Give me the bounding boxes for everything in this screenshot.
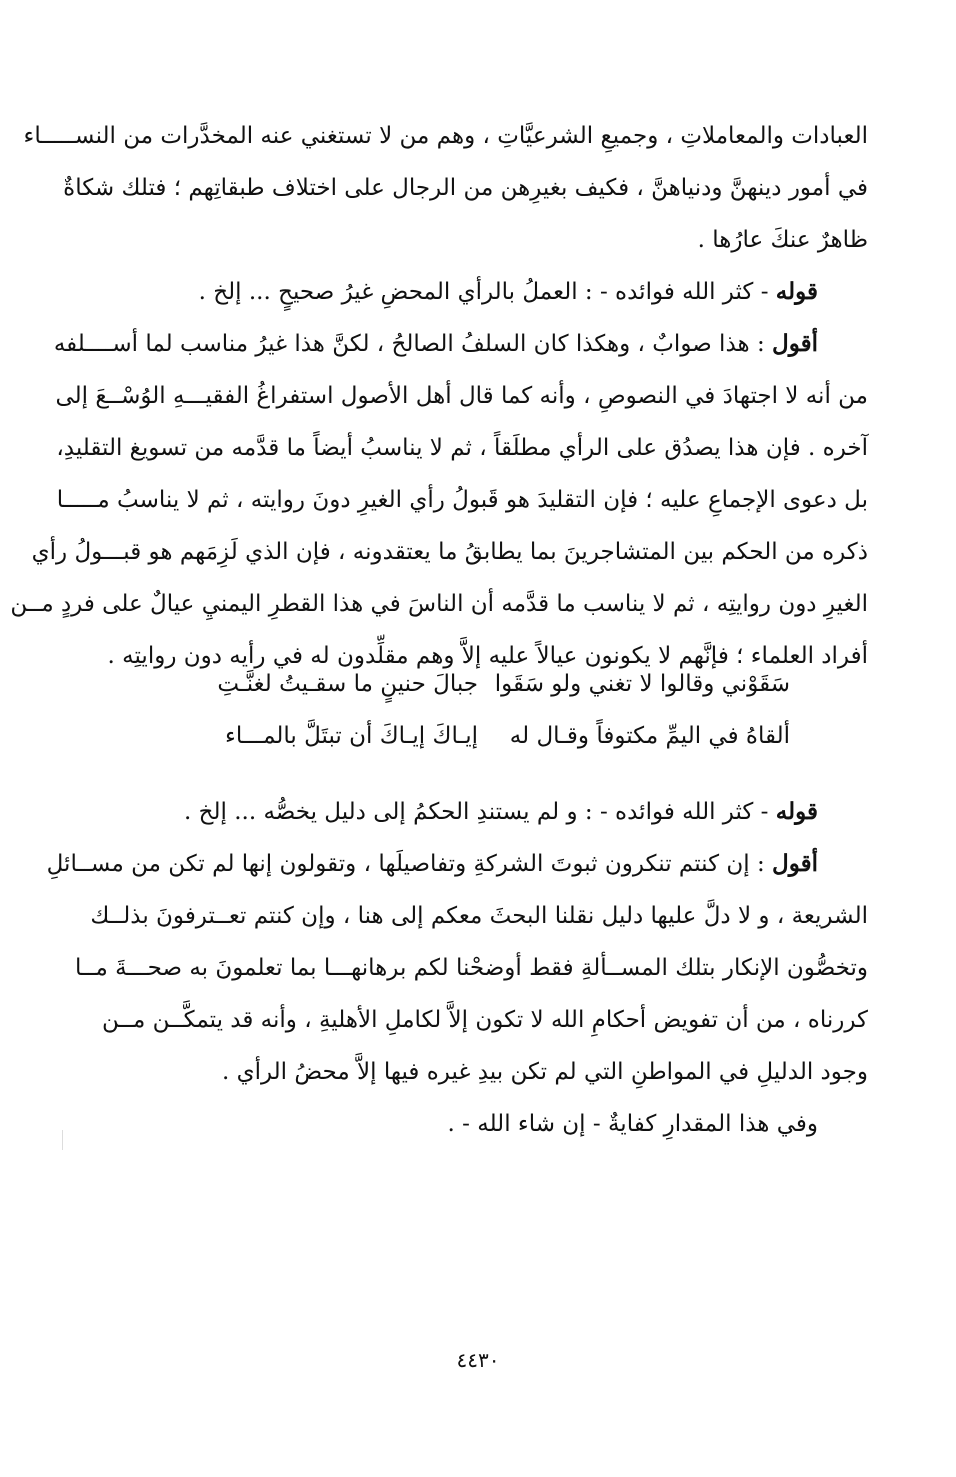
- closing-line: وفي هذا المقدارِ كفايةٌ - إن شاء الله - .: [447, 1111, 818, 1137]
- aqul-1-line-3: آخره . فإن هذا يصدُق على الرأي مطلَقاً ، ثم لا يناسبُ أيضاً ما قدَّمه من تسويغ التقليدِ،: [56, 435, 868, 461]
- qawl-1-keyword: قوله: [775, 278, 818, 305]
- page-number: ٤٤٣٠: [456, 1348, 500, 1372]
- verse-2-right: ألقاهُ في اليمِّ مكتوفاً وقـال له: [509, 723, 790, 749]
- aqul-2-keyword: أقول: [772, 850, 818, 877]
- aqul-1-first-rest: : هذا صوابٌ ، وهكذا كان السلفُ الصالحُ ، لكنَّ هذا غيرُ مناسب لما أســــلفه: [53, 331, 773, 357]
- aqul-1-line-5: ذكره من الحكم بين المتشاجرينَ بما يطابقُ ما يعتقدونه ، فإن الذي لَزِمَهم هو قبـــولُ رأي: [31, 539, 868, 565]
- aqul-2-line-1: [46, 838, 868, 890]
- verse-1-left: جبالَ حنينٍ ما سقـيتُ لغنَّـتِ: [217, 671, 478, 697]
- verse-2-left: إيـاكَ إيـاكَ أن تبتَلَّ بالمـــاء: [225, 723, 478, 749]
- aqul-1-line-2: من أنه لا اجتهادَ في النصوصِ ، وأنه كما قال أهل الأصول استفراغُ الفقيـــهِ الوُسْــعَ إلى: [55, 383, 868, 409]
- aqul-1-line-6: الغيرِ دون روايتِه ، ثم لا يناسب ما قدَّمه أن الناسَ في هذا القطرِ اليمنيِ عيالٌ على فردٍ مــن: [10, 591, 868, 617]
- aqul-2-line-3: وتخصُّون الإنكار بتلك المســألةِ فقط أوضحْنا لكم برهانهـــا بما تعلمونَ به صحـــةَ مــا: [74, 955, 868, 981]
- aqul-1-keyword: أقول: [772, 330, 818, 357]
- qawl-1: [158, 266, 868, 318]
- paragraph-1-line-3: ظاهرٌ عنكَ عارُها .: [697, 227, 868, 253]
- aqul-2-line-4: كررناه ، من أن تفويض أحكامِ الله لا تكون إلاَّ لكاملِ الأهليةِ ، وأنه قد يتمكَّــن مــن: [102, 1007, 868, 1033]
- aqul-2-line-5: وجود الدليلِ في المواطنِ التي لم تكن بيدِ غيره فيها إلاَّ محضُ الرأي .: [221, 1059, 868, 1085]
- aqul-2-line-2: الشريعة ، و لا دلَّ عليها دليل نقلنا البحثَ معكم إلى هنا ، وإن كنتم تعــترفونَ بذلــك: [90, 903, 868, 929]
- qawl-2: [158, 786, 868, 838]
- margin-mark: [62, 1130, 63, 1150]
- qawl-2-keyword: قوله: [775, 798, 818, 825]
- aqul-2-first-rest: : إن كنتم تنكرون ثبوتَ الشركةِ وتفاصيلَها ، وتقولون إنها لم تكن من مســائلِ: [46, 851, 773, 877]
- aqul-1-line-7: أفراد العلماء ؛ فإنَّهم لا يكونون عيالاً عليه إلاَّ وهم مقلِّدون له في رأيه دون روايتِه .: [107, 643, 868, 669]
- main-text: [10, 110, 868, 1150]
- verse-1-right: سَقَوْني وقالوا لا تغني ولو سَقَوا: [494, 671, 790, 697]
- qawl-2-text: - كثر الله فوائده - : و لم يستندِ الحكمُ إلى دليل يخصُّه ... إلخ .: [184, 799, 776, 825]
- qawl-1-text: - كثر الله فوائده - : العملُ بالرأي المحضِ غيرُ صحيحٍ ... إلخ .: [198, 279, 776, 305]
- aqul-1-line-4: بل دعوى الإجماعِ عليه ؛ فإن التقليدَ هو قَبولُ رأي الغيرِ دونَ روايته ، ثم لا يناسبُ مـــــا: [56, 487, 868, 513]
- aqul-1-line-1: [53, 318, 868, 370]
- paragraph-1-line-2: في أمور دينهنَّ ودنياهنَّ ، فكيف بغيرِهن من الرجال على اختلاف طبقاتِهم ؛ فتلك شكاةٌ: [63, 175, 868, 201]
- paragraph-1-line-1: العبادات والمعاملاتِ ، وجميعِ الشرعيَّاتِ ، وهم من لا تستغني عنه المخدَّرات من النســـــاء: [23, 123, 868, 149]
